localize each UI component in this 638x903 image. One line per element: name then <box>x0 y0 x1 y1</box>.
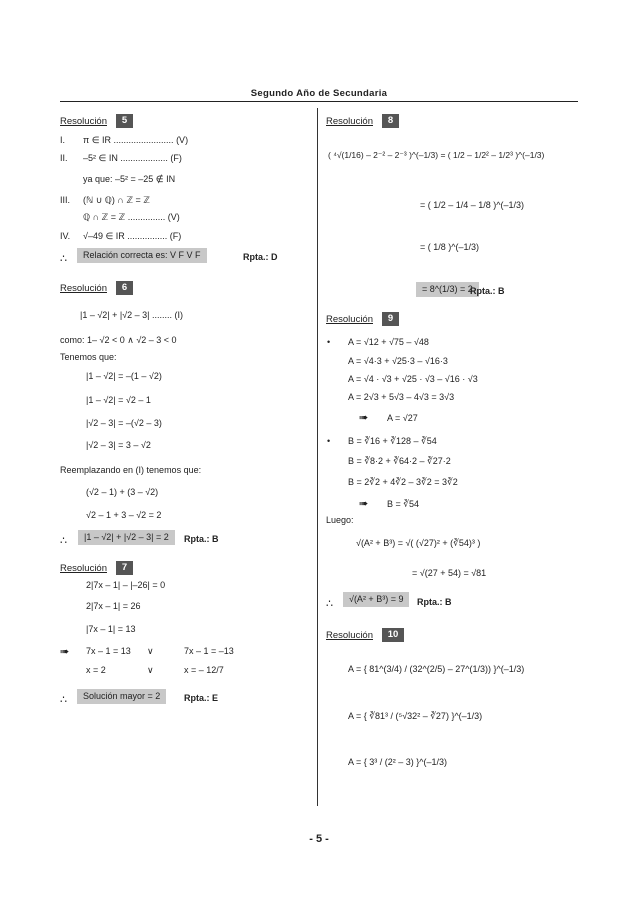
r7-line5b: x = – 12/7 <box>184 665 224 675</box>
r5-answer-box: Relación correcta es: V F V F <box>77 248 207 263</box>
r8-rpta: Rpta.: B <box>470 286 505 296</box>
r8-line4-box: = 8^(1/3) = 2 <box>416 282 479 297</box>
r5-i-expr: π ∈ IR ........................ (V) <box>83 135 189 145</box>
r5-ii-note: ya que: –5² = –25 ∉ IN <box>83 174 176 184</box>
r7-number: 7 <box>116 561 133 575</box>
r5-label: Resolución <box>60 116 107 127</box>
r9-luego: Luego: <box>326 515 354 525</box>
r8-line2: = ( 1/2 – 1/4 – 1/8 )^(–1/3) <box>420 200 525 210</box>
r7-label: Resolución <box>60 563 107 574</box>
r9-b3: B = 2∛2 + 4∛2 – 3∛2 = 3∛2 <box>348 477 458 487</box>
r10-label: Resolución <box>326 630 373 641</box>
r6-line7: |√2 – 3| = 3 – √2 <box>86 440 151 450</box>
r7-line1: 2|7x – 1| – |–26| = 0 <box>86 580 166 590</box>
page-number: - 5 - <box>309 833 329 845</box>
r5-i-roman: I. <box>60 135 66 145</box>
r7-rpta: Rpta.: E <box>184 693 219 703</box>
r7-therefore: ∴ <box>60 694 67 706</box>
r9-therefore: ∴ <box>326 598 333 610</box>
r9-answer-box: √(A² + B³) = 9 <box>343 592 409 607</box>
r7-or2: ∨ <box>147 665 154 675</box>
r9-bullet-b: • <box>327 436 331 446</box>
r7-or1: ∨ <box>147 646 154 656</box>
r6-therefore: ∴ <box>60 535 67 547</box>
r5-ii-expr: –5² ∈ IN ................... (F) <box>83 153 182 163</box>
r9-arrow-b: ➠ <box>359 498 369 510</box>
r6-line3: Tenemos que: <box>60 352 117 362</box>
r10-number: 10 <box>382 628 404 642</box>
r9-c2: = √(27 + 54) = √81 <box>412 568 487 578</box>
r6-line2: como: 1– √2 < 0 ∧ √2 – 3 < 0 <box>60 335 177 345</box>
r9-a4: A = 2√3 + 5√3 – 4√3 = 3√3 <box>348 392 455 402</box>
r10-line2: A = { ∛81³ / (⁵√32² – ∛27) }^(–1/3) <box>348 711 483 721</box>
r9-b4: B = ∛54 <box>387 499 420 509</box>
r9-number: 9 <box>382 312 399 326</box>
r7-line5a: x = 2 <box>86 665 106 675</box>
running-header: Segundo Año de Secundaria <box>250 88 388 99</box>
r7-answer-box: Solución mayor = 2 <box>77 689 166 704</box>
header-rule <box>60 101 578 102</box>
r6-line9: (√2 – 1) + (3 – √2) <box>86 487 159 497</box>
r6-rpta: Rpta.: B <box>184 534 219 544</box>
r8-line1: ( ⁴√(1/16) – 2⁻² – 2⁻³ )^(–1/3) = ( 1/2 – 1/2² – 1/2³ )^(–1/3) <box>328 150 545 160</box>
r9-rpta: Rpta.: B <box>417 597 452 607</box>
r6-line5: |1 – √2| = √2 – 1 <box>86 395 151 405</box>
r9-a3: A = √4 · √3 + √25 · √3 – √16 · √3 <box>348 374 478 384</box>
r5-rpta: Rpta.: D <box>243 252 278 262</box>
r10-line1: A = { 81^(3/4) / (32^(2/5) – 27^(1/3)) }^(–1/3) <box>348 664 525 674</box>
r6-label: Resolución <box>60 283 107 294</box>
r6-line6: |√2 – 3| = –(√2 – 3) <box>86 418 162 428</box>
r6-line4: |1 – √2| = –(1 – √2) <box>86 371 162 381</box>
r7-line2: 2|7x – 1| = 26 <box>86 601 141 611</box>
r9-c1: √(A² + B³) = √( (√27)² + (∛54)³ ) <box>356 538 481 548</box>
r9-a2: A = √4·3 + √25·3 – √16·3 <box>348 356 448 366</box>
r9-b1: B = ∛16 + ∛128 – ∛54 <box>348 436 437 446</box>
r8-line3: = ( 1/8 )^(–1/3) <box>420 242 479 252</box>
r9-a1: A = √12 + √75 – √48 <box>348 337 429 347</box>
r9-label: Resolución <box>326 314 373 325</box>
column-divider <box>317 108 318 806</box>
r9-a5: A = √27 <box>387 413 418 423</box>
r5-iv-expr: √–49 ∈ IR ................ (F) <box>83 231 182 241</box>
r5-ii-roman: II. <box>60 153 68 163</box>
r7-line4b: 7x – 1 = –13 <box>184 646 234 656</box>
r6-line10: √2 – 1 + 3 – √2 = 2 <box>86 510 162 520</box>
r7-line4a: 7x – 1 = 13 <box>86 646 131 656</box>
r8-label: Resolución <box>326 116 373 127</box>
r6-line8: Reemplazando en (I) tenemos que: <box>60 465 202 475</box>
r7-arrow: ➠ <box>60 646 70 658</box>
r7-line3: |7x – 1| = 13 <box>86 624 136 634</box>
r9-bullet-a: • <box>327 337 331 347</box>
r5-therefore: ∴ <box>60 253 67 265</box>
r8-number: 8 <box>382 114 399 128</box>
r5-iv-roman: IV. <box>60 231 71 241</box>
r6-line1: |1 – √2| + |√2 – 3| ........ (I) <box>80 310 184 320</box>
r9-arrow-a: ➠ <box>359 412 369 424</box>
r10-line3: A = { 3³ / (2² – 3) }^(–1/3) <box>348 757 448 767</box>
r5-iii-expr2: ℚ ∩ ℤ = ℤ ............... (V) <box>83 212 180 222</box>
r6-final-box: |1 – √2| + |√2 – 3| = 2 <box>78 530 175 545</box>
r5-iii-roman: III. <box>60 195 71 205</box>
r5-number: 5 <box>116 114 133 128</box>
r6-number: 6 <box>116 281 133 295</box>
r5-iii-expr: (ℕ ∪ ℚ) ∩ ℤ = ℤ <box>83 195 151 205</box>
r9-b2: B = ∛8·2 + ∛64·2 – ∛27·2 <box>348 456 451 466</box>
